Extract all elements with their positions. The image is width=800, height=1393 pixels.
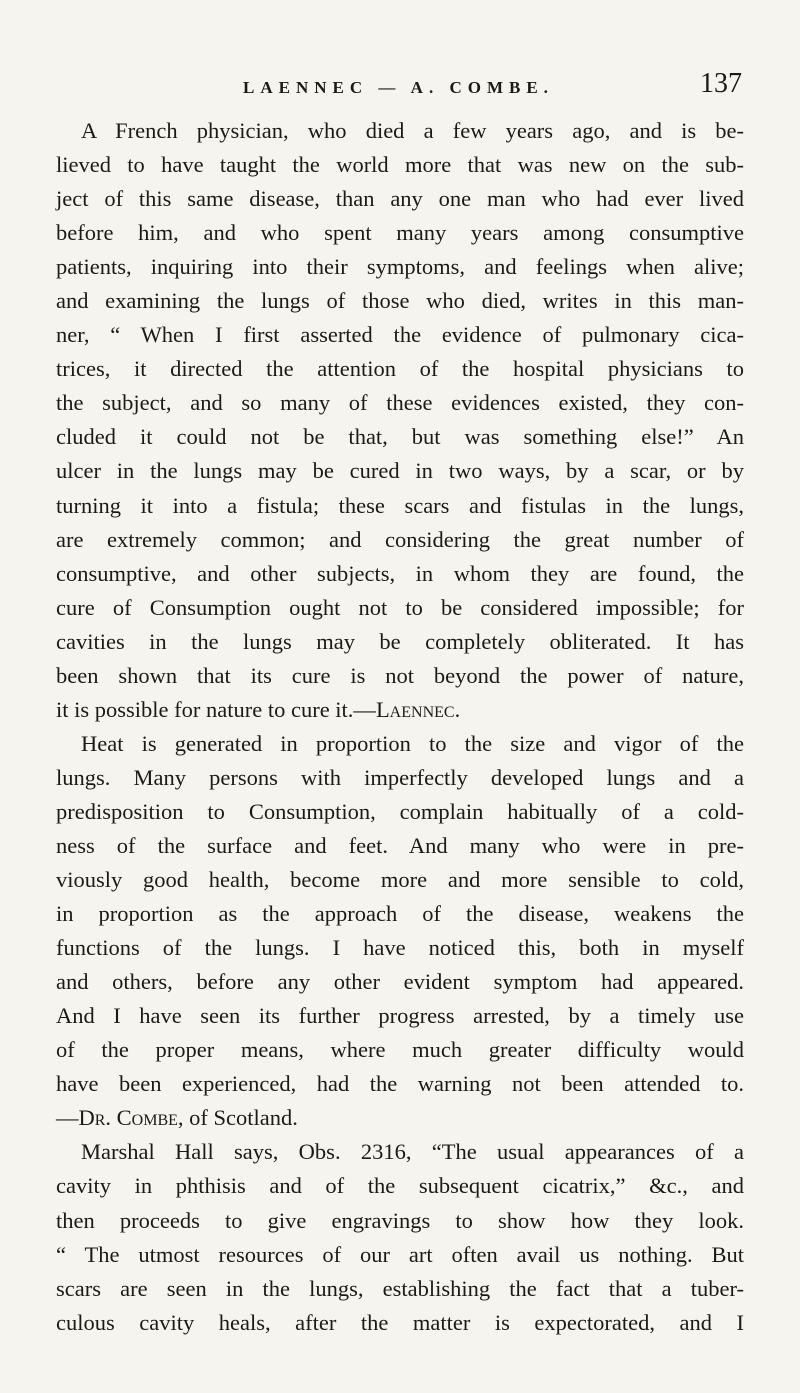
text-line: and others, before any other evident symptom had appeared. <box>56 969 744 995</box>
text-line: Marshal Hall says, Obs. 2316, “The usual appearances of a <box>81 1139 744 1165</box>
text-line: and examining the lungs of those who died, writes in this man- <box>56 288 744 314</box>
attribution-text: it is possible for nature to cure it.— <box>56 696 376 722</box>
text-line: turning it into a fistula; these scars and fistulas in the lungs, <box>56 492 744 518</box>
text-line: been shown that its cure is not beyond the power of nature, <box>56 662 744 688</box>
attribution-laennec <box>56 693 744 727</box>
text-line: lieved to have taught the world more that was new on the sub- <box>56 152 744 178</box>
text-line: cluded it could not be that, but was something else!” An <box>56 424 744 450</box>
text-line: culous cavity heals, after the matter is expectorated, and I <box>56 1309 744 1335</box>
text-line: are extremely common; and considering the great number of <box>56 526 744 552</box>
text-line: A French physician, who died a few years ago, and is be- <box>81 118 744 143</box>
text-line: ulcer in the lungs may be cured in two ways, by a scar, or by <box>56 458 744 484</box>
text-line: in proportion as the approach of the disease, weakens the <box>56 901 744 927</box>
running-head: LAENNEC — A. COMBE. <box>243 78 554 97</box>
attribution-rest: of Scotland. <box>183 1105 298 1131</box>
text-line: Heat is generated in proportion to the size and vigor of the <box>81 730 744 756</box>
text-line: “ The utmost resources of our art often avail us nothing. But <box>56 1241 744 1267</box>
text-line: patients, inquiring into their symptoms, and feelings when alive; <box>56 254 744 280</box>
text-line: lungs. Many persons with imperfectly developed lungs and a <box>56 764 744 790</box>
text-line: predisposition to Consumption, complain habitually of a cold- <box>56 798 744 824</box>
attribution-combe <box>56 1101 744 1135</box>
text-line: ner, “ When I first asserted the evidence of pulmonary cica- <box>56 322 744 348</box>
text-line: the subject, and so many of these evidences existed, they con- <box>56 390 744 416</box>
text-line: functions of the lungs. I have noticed this, both in myself <box>56 935 744 961</box>
text-line: ness of the surface and feet. And many who were in pre- <box>56 832 744 858</box>
attribution-author: Laennec. <box>375 696 461 722</box>
body-text <box>56 114 744 1340</box>
attribution-author: Dr. Combe, <box>78 1105 184 1131</box>
page-header <box>0 68 800 112</box>
text-line: cavity in phthisis and of the subsequent cicatrix,” &c., and <box>56 1173 744 1199</box>
attribution-dash: — <box>56 1105 79 1131</box>
text-line: And I have seen its further progress arrested, by a timely use <box>56 1003 744 1029</box>
text-line: ject of this same disease, than any one man who had ever lived <box>56 186 744 212</box>
text-line: cure of Consumption ought not to be considered impossible; for <box>56 594 744 620</box>
text-line: have been experienced, had the warning not been attended to. <box>56 1071 744 1097</box>
text-line: trices, it directed the attention of the hospital physicians to <box>56 356 744 382</box>
page-number: 137 <box>700 68 742 99</box>
text-line: then proceeds to give engravings to show how they look. <box>56 1207 744 1233</box>
text-line: cavities in the lungs may be completely obliterated. It has <box>56 628 744 654</box>
text-line: viously good health, become more and more sensible to cold, <box>56 867 744 893</box>
text-line: scars are seen in the lungs, establishing the fact that a tuber- <box>56 1275 744 1301</box>
text-line: consumptive, and other subjects, in whom they are found, the <box>56 560 744 586</box>
text-line: of the proper means, where much greater difficulty would <box>56 1037 744 1063</box>
text-line: before him, and who spent many years among consumptive <box>56 220 744 246</box>
